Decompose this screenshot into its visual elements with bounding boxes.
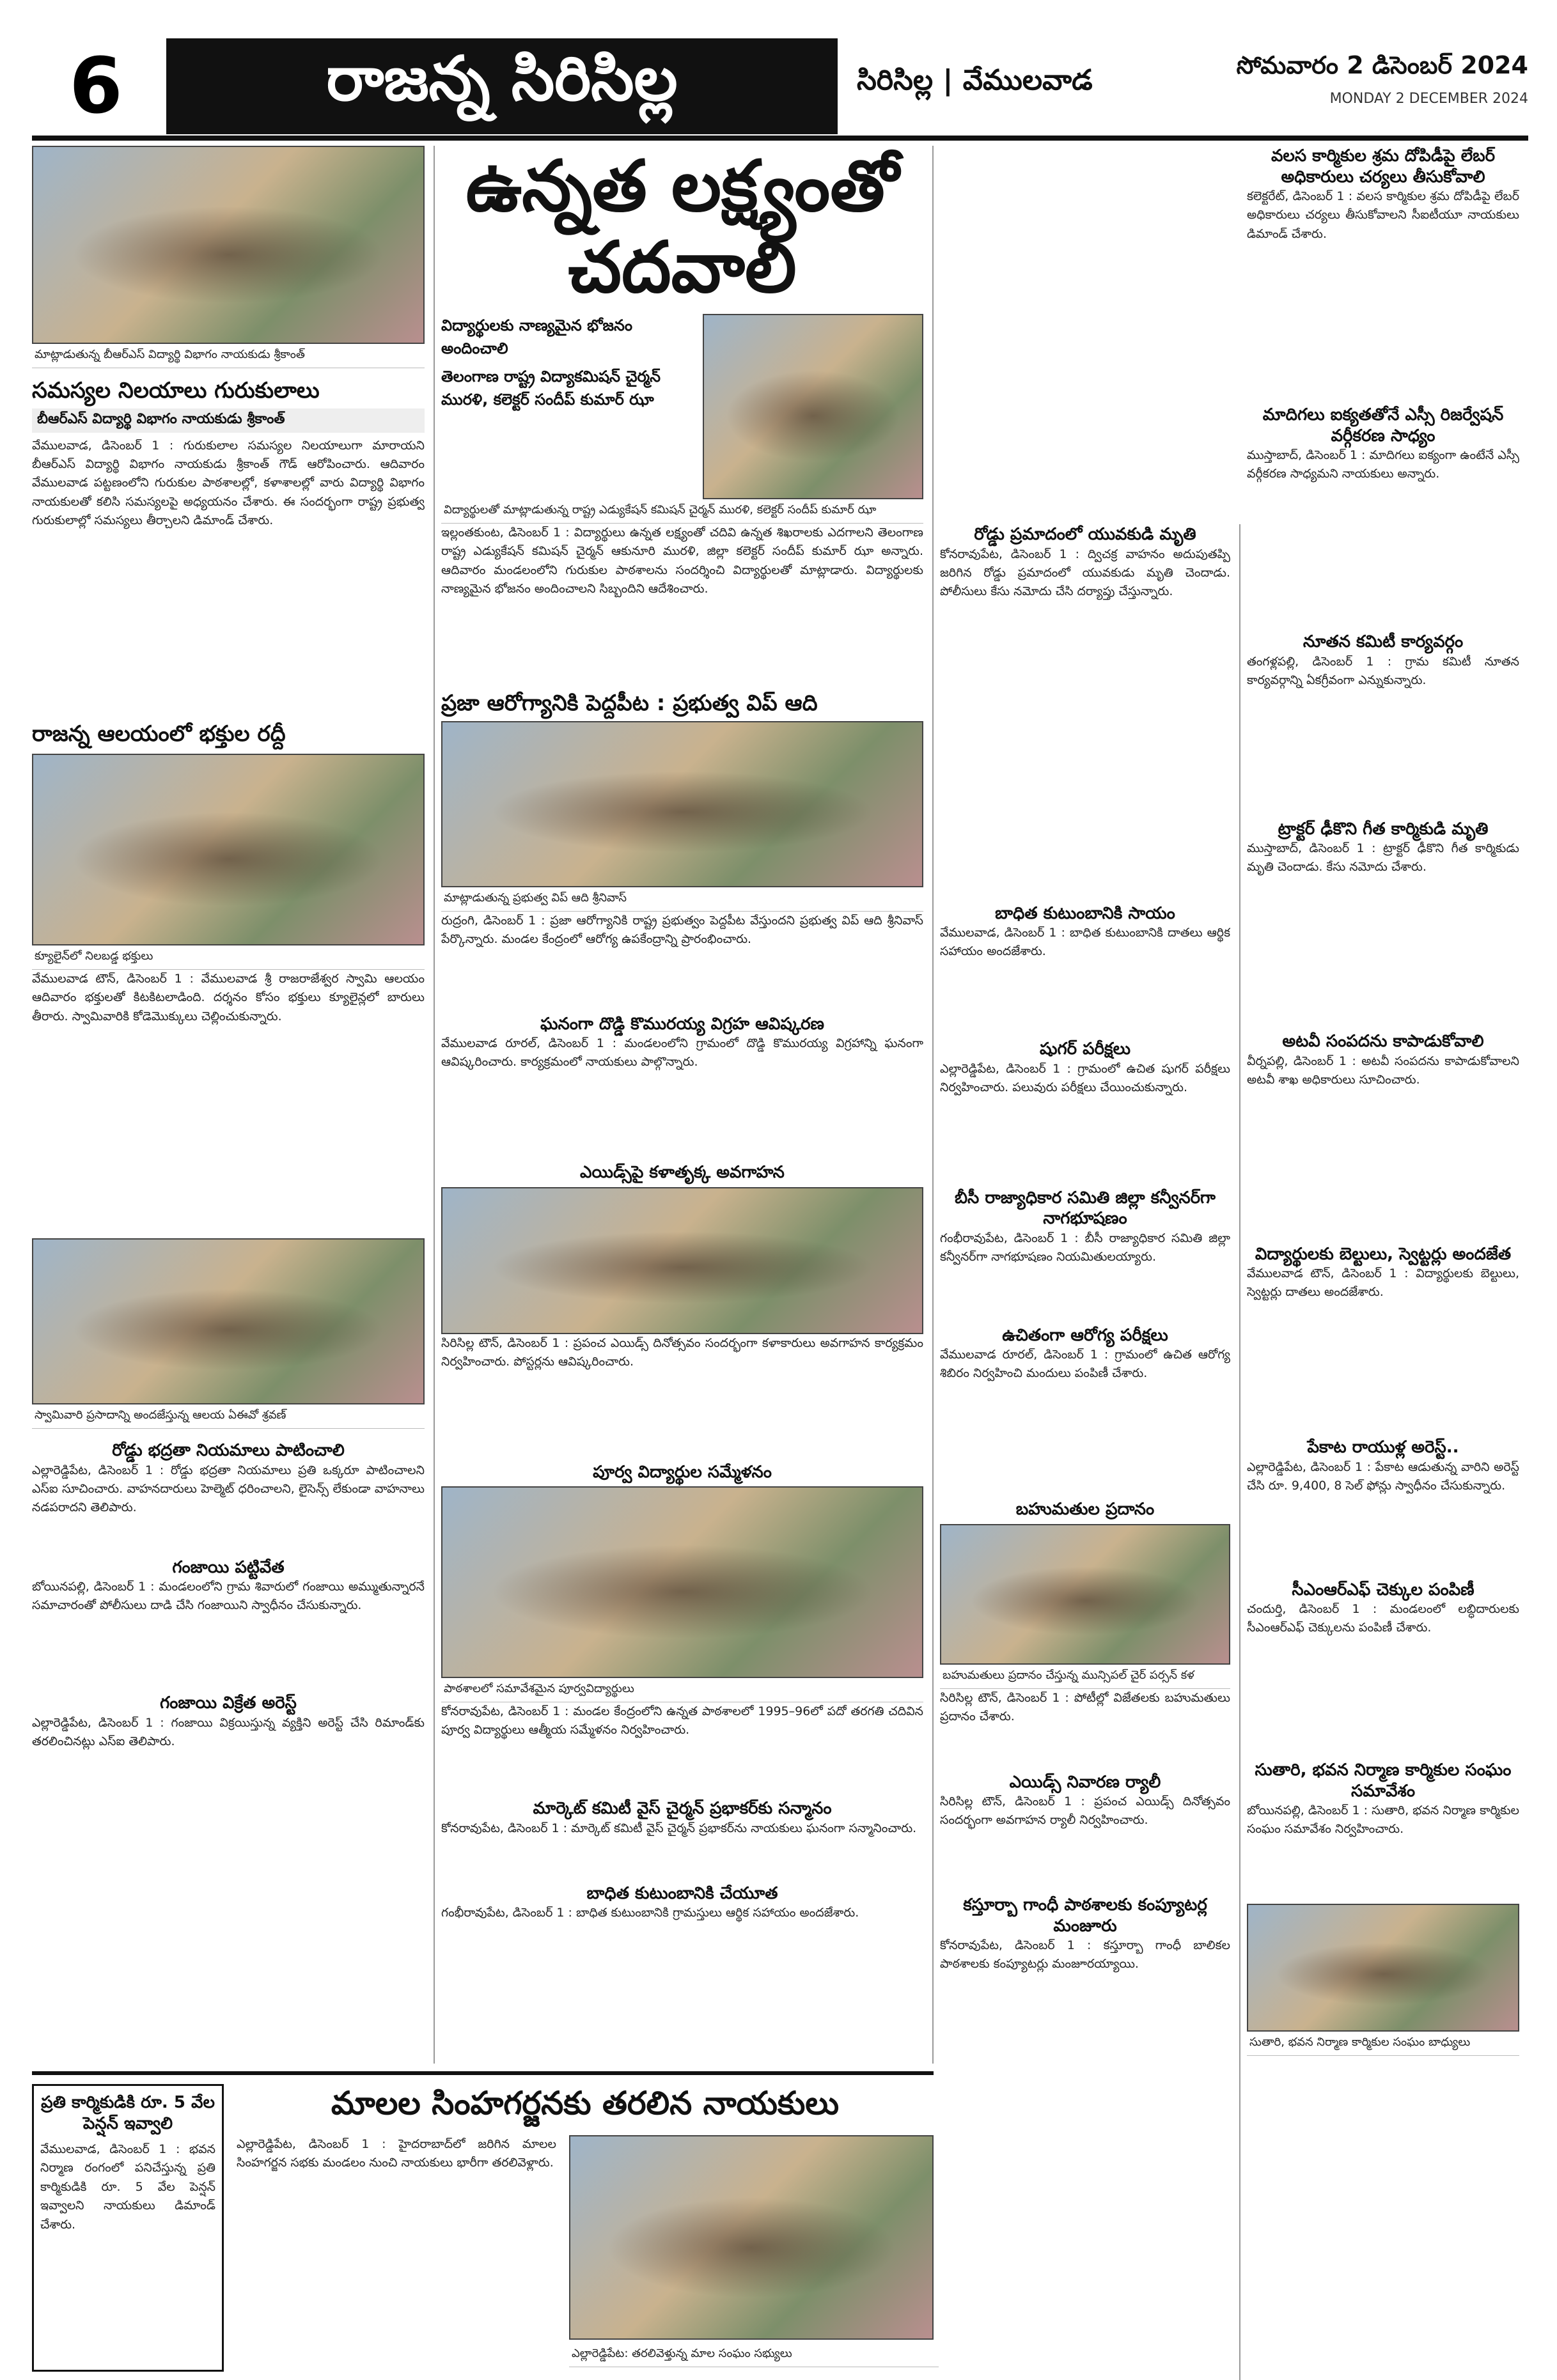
- story-title: అటవీ సంపదను కాపాడుకోవాలి: [1282, 1032, 1484, 1051]
- header-rule: [32, 136, 1528, 141]
- story-title: వలస కార్మికుల శ్రమ దోపిడీపై లేబర్ అధికారులు చర్యలు తీసుకోవాలి: [1271, 146, 1496, 187]
- photo-caption: మాట్లాడుతున్న ప్రభుత్వ విప్ ఆది శ్రీనివాస్: [441, 887, 923, 912]
- story-title: కస్తూర్బా గాంధీ పాఠశాలకు కంప్యూటర్ల మంజూరు: [963, 1895, 1207, 1936]
- photo-caption: క్యూలైన్‌లో నిలబడ్డ భక్తులు: [32, 945, 425, 970]
- bullet-item: తెలంగాణ రాష్ట్ర విద్యాకమిషన్ చైర్మన్ మురళి, కలెక్టర్ సందీప్ కుమార్ ఝా: [441, 368, 661, 408]
- page-number: 6: [32, 38, 160, 134]
- story-body: బోయినపల్లి, డిసెంబర్ 1 : సుతారి, భవన నిర్మాణ కార్మికుల సంఘం సమావేశం నిర్వహించారు.: [1247, 1803, 1519, 1837]
- story-title: మాదిగలు ఐక్యతతోనే ఎస్సీ రిజర్వేషన్ వర్గీకరణ సాధ్యం: [1262, 405, 1504, 446]
- column-2: [441, 146, 934, 2064]
- photo-alumni-meet: [441, 1486, 923, 1678]
- photo-prize-distribution: [940, 1524, 1230, 1665]
- story-title: బాధిత కుటుంబానికి సాయం: [995, 903, 1175, 923]
- story-title: గంజాయి విక్రేత అరెస్ట్: [160, 1693, 297, 1713]
- story-title: ట్రాక్టర్ ఢీకొని గీత కార్మికుడి మృతి: [1278, 819, 1489, 839]
- bottom-body: ఎల్లారెడ్డిపేట, డిసెంబర్ 1 : హైదరాబాద్‌లో జరిగిన మాలల సింహగర్జన సభకు మండలం నుంచి నాయకులు భారీగా తరలివెళ్లారు.: [237, 2137, 556, 2170]
- story-title: పూర్వ విద్యార్థుల సమ్మేళనం: [593, 1462, 772, 1482]
- story-body: ఎల్లారెడ్డిపేట, డిసెంబర్ 1 : గంజాయి విక్రయిస్తున్న వ్యక్తిని అరెస్ట్ చేసి రిమాండ్‌కు తరలించినట్లు ఎస్ఐ తెలిపారు.: [32, 1715, 425, 1748]
- story-title: ప్రతి కార్మికుడికి రూ. 5 వేల పెన్షన్ ఇవ్వాలి: [41, 2093, 215, 2133]
- story-title: నూతన కమిటీ కార్యవర్గం: [1303, 632, 1464, 651]
- lead-bullets: [441, 314, 694, 499]
- date-telugu: సోమవారం 2 డిసెంబర్ 2024: [1236, 51, 1528, 79]
- story-body: బోయినపల్లి, డిసెంబర్ 1 : మండలంలోని గ్రామ శివారులో గంజాయి అమ్ముతున్నారనే సమాచారంతో పోలీసులు దాడి చేసి గంజాయిని స్వాధీనం చేసుకున్నారు.: [32, 1580, 425, 1613]
- story-body: వీర్నపల్లి, డిసెంబర్ 1 : అటవీ సంపదను కాపాడుకోవాలని అటవీ శాఖ అధికారులు సూచించారు.: [1247, 1054, 1519, 1087]
- story-body: చందుర్తి, డిసెంబర్ 1 : మండలంలో లబ్ధిదారులకు సీఎంఆర్ఎఫ్ చెక్కులను పంపిణీ చేశారు.: [1247, 1602, 1519, 1635]
- story-title: బహుమతుల ప్రదానం: [1015, 1500, 1155, 1519]
- story-body: కలెక్టరేట్, డిసెంబర్ 1 : వలస కార్మికుల శ్రమ దోపిడీపై లేబర్ అధికారులు చర్యలు తీసుకోవాలని సీఐటీయూ నాయకులు డిమాండ్ చేశారు.: [1247, 189, 1519, 241]
- story-body: కోనరావుపేట, డిసెంబర్ 1 : మార్కెట్ కమిటీ వైస్ చైర్మన్ ప్రభాకర్‌ను నాయకులు ఘనంగా సన్మానించారు.: [441, 1821, 917, 1835]
- story-body: కోనరావుపేట, డిసెంబర్ 1 : కస్తూర్బా గాంధీ బాలికల పాఠశాలకు కంప్యూటర్లు మంజూరయ్యాయి.: [940, 1938, 1230, 1972]
- photo-workers-union: [1247, 1904, 1519, 2032]
- column-4: [1247, 146, 1528, 2364]
- photo-mala-rally: [569, 2135, 934, 2340]
- column-3: [940, 524, 1240, 2380]
- story-body: వేములవాడ రూరల్, డిసెంబర్ 1 : గ్రామంలో ఉచిత ఆరోగ్య శిబిరం నిర్వహించి మందులు పంపిణీ చేశారు.: [940, 1348, 1230, 1381]
- story-body: ఎల్లారెడ్డిపేట, డిసెంబర్ 1 : గ్రామంలో ఉచిత షుగర్ పరీక్షలు నిర్వహించారు. పలువురు పరీక్షలు చేయించుకున్నారు.: [940, 1061, 1230, 1094]
- photo-caption: పాఠశాలలో సమావేశమైన పూర్వవిద్యార్థులు: [441, 1678, 923, 1702]
- photo-prasadam: [32, 1238, 425, 1404]
- story-body: ముస్తాబాద్, డిసెంబర్ 1 : మాదిగలు ఐక్యంగా ఉంటేనే ఎస్సీ వర్గీకరణ సాధ్యమని నాయకులు అన్నారు.: [1247, 448, 1519, 481]
- story-title: రోడ్డు భద్రతా నియమాలు పాటించాలి: [112, 1441, 345, 1460]
- story-body: సిరిసిల్ల టౌన్, డిసెంబర్ 1 : ప్రపంచ ఎయిడ్స్ దినోత్సవం సందర్భంగా అవగాహన ర్యాలీ నిర్వహించారు.: [940, 1794, 1230, 1828]
- photo-caption: సుతారి, భవన నిర్మాణ కార్మికుల సంఘం బాధ్యులు: [1247, 2032, 1519, 2056]
- bullet-item: విద్యార్థులకు నాణ్యమైన భోజనం అందించాలి: [441, 316, 633, 357]
- story-body: కోనరావుపేట, డిసెంబర్ 1 : ద్విచక్ర వాహనం అదుపుతప్పి జరిగిన రోడ్డు ప్రమాదంలో యువకుడు మృతి చెందాడు. పోలీసులు కేసు నమోదు చేసి దర్యాప్తు చేస్తున్నారు.: [940, 547, 1230, 599]
- story-body: వేములవాడ, డిసెంబర్ 1 : గురుకులాల సమస్యల నిలయాలుగా మారాయని బీఆర్ఎస్ విద్యార్థి విభాగం నాయకుడు శ్రీకాంత్ గౌడ్ ఆరోపించారు. ఆదివారం వేములవాడ పట్టణంలోని గురుకుల పాఠశాలల్లో, కళాశాలల్లో వారు విద్యార్థి విభాగం నాయకులతో కలిసి సమస్యలపై అధ్యయనం చేశారు. ఈ సందర్భంగా రాష్ట్ర ప్రభుత్వ గురుకులాల్లో సమస్యలు తీర్చాలని డిమాండ్ చేశారు.: [32, 438, 425, 528]
- photo-caption: స్వామివారి ప్రసాదాన్ని అందజేస్తున్న ఆలయ ఏఈవో శ్రవణ్: [32, 1404, 425, 1429]
- story-title: ఉచితంగా ఆరోగ్య పరీక్షలు: [1002, 1325, 1168, 1345]
- story-body: ఎల్లారెడ్డిపేట, డిసెంబర్ 1 : రోడ్డు భద్రతా నియమాలు ప్రతి ఒక్కరూ పాటించాలని ఎస్ఐ సూచించారు. వాహనదారులు హెల్మెట్ ధరించాలని, లైసెన్స్ లేకుండా వాహనాలు నడపరాదని తెలిపారు.: [32, 1463, 425, 1515]
- page-header: [32, 38, 1528, 134]
- story-body: వేములవాడ టౌన్, డిసెంబర్ 1 : విద్యార్థులకు బెల్టులు, స్వెట్టర్లు దాతలు అందజేశారు.: [1247, 1266, 1519, 1300]
- column-1: [32, 146, 435, 2064]
- bottom-rule: [32, 2071, 934, 2075]
- story-body: వేములవాడ టౌన్, డిసెంబర్ 1 : వేములవాడ శ్రీ రాజరాజేశ్వర స్వామి ఆలయం ఆదివారం భక్తులతో కిటకిటలాడింది. దర్శనం కోసం భక్తులు క్యూలైన్లలో బారులు తీరారు. స్వామివారికి కోడెమొక్కులు చెల్లించుకున్నారు.: [32, 972, 425, 1023]
- bottom-headline: మాలల సింహగర్జనకు తరలిన నాయకులు: [331, 2085, 840, 2122]
- story-body: సిరిసిల్ల టౌన్, డిసెంబర్ 1 : పోటీల్లో విజేతలకు బహుమతులు ప్రదానం చేశారు.: [940, 1690, 1230, 1723]
- story-body: గంభీరావుపేట, డిసెంబర్ 1 : బాధిత కుటుంబానికి గ్రామస్తులు ఆర్థిక సహాయం అందజేశారు.: [441, 1906, 859, 1920]
- story-title: ఘనంగా దొడ్డి కొమురయ్య విగ్రహ ఆవిష్కరణ: [540, 1014, 825, 1034]
- pension-box: [32, 2084, 224, 2372]
- story-body: సిరిసిల్ల టౌన్, డిసెంబర్ 1 : ప్రపంచ ఎయిడ్స్ దినోత్సవం సందర్భంగా కళాకారులు అవగాహన కార్యక్రమం నిర్వహించారు. పోస్టర్లను ఆవిష్కరించారు.: [441, 1335, 923, 1369]
- story-body: ఎల్లారెడ్డిపేట, డిసెంబర్ 1 : పేకాట ఆడుతున్న వారిని అరెస్ట్ చేసి రూ. 9,400, 8 సెల్ ఫోన్లు స్వాధీనం చేసుకున్నారు.: [1247, 1459, 1519, 1493]
- story-title: రాజన్న ఆలయంలో భక్తుల రద్దీ: [32, 720, 286, 747]
- lead-body: ఇల్లంతకుంట, డిసెంబర్ 1 : విద్యార్థులు ఉన్నత లక్ష్యంతో చదివి ఉన్నత శిఖరాలకు ఎదగాలని తెలంగాణ రాష్ట్ర ఎడ్యుకేషన్ కమిషన్ చైర్మన్ ఆకునూరి మురళి, జిల్లా కలెక్టర్ సందీప్ కుమార్ ఝా అన్నారు. ఆదివారం మండలంలోని గురుకుల పాఠశాలను సందర్శించి విద్యార్థులతో మాట్లాడారు. విద్యార్థులకు నాణ్యమైన భోజనం అందించాలని సిబ్బందిని ఆదేశించారు.: [441, 525, 923, 596]
- story-body: కోనరావుపేట, డిసెంబర్ 1 : మండల కేంద్రంలోని ఉన్నత పాఠశాలలో 1995–96లో పదో తరగతి చదివిన పూర్వ విద్యార్థులు ఆత్మీయ సమ్మేళనం నిర్వహించారు.: [441, 1704, 923, 1738]
- story-title: ఎయిడ్స్ నివారణ ర్యాలీ: [1009, 1772, 1161, 1792]
- photo-devotees-queue: [32, 754, 425, 945]
- story-subtitle: బీఆర్ఎస్ విద్యార్థి విభాగం నాయకుడు శ్రీకాంత్: [32, 408, 425, 433]
- photo-aids-awareness: [441, 1187, 923, 1334]
- story-body: గంభీరావుపేట, డిసెంబర్ 1 : బీసీ రాజ్యాధికార సమితి జిల్లా కన్వీనర్‌గా నాగభూషణం నియమితులయ్యారు.: [940, 1231, 1230, 1264]
- lead-headline: ఉన్నత లక్ష్యంతో చదవాలి: [466, 145, 899, 308]
- story-title: సుతారి, భవన నిర్మాణ కార్మికుల సంఘం సమావేశం: [1255, 1761, 1512, 1801]
- story-title: బాధిత కుటుంబానికి చేయూత: [586, 1883, 778, 1903]
- photo-commission-chairman: [703, 314, 923, 499]
- story-title: విద్యార్థులకు బెల్టులు, స్వెట్టర్లు అందజేత: [1255, 1244, 1512, 1264]
- photo-whip-adi: [441, 721, 923, 887]
- story-body: వేములవాడ రూరల్, డిసెంబర్ 1 : మండలంలోని గ్రామంలో దొడ్డి కొమురయ్య విగ్రహాన్ని ఘనంగా ఆవిష్కరించారు. కార్యక్రమంలో నాయకులు పాల్గొన్నారు.: [441, 1036, 923, 1069]
- photo-caption: ఎల్లారెడ్డిపేట: తరలివెళ్తున్న మాల సంఘం సభ్యులు: [569, 2343, 939, 2367]
- photo-caption: మాట్లాడుతున్న బీఆర్ఎస్ విద్యార్థి విభాగం నాయకుడు శ్రీకాంత్: [32, 344, 425, 368]
- story-title: ప్రజా ఆరోగ్యానికి పెద్దపీట : ప్రభుత్వ విప్ ఆది: [441, 690, 818, 716]
- story-title: గంజాయి పట్టివేత: [172, 1557, 285, 1577]
- masthead: రాజన్న సిరిసిల్ల: [166, 38, 838, 134]
- story-title: షుగర్ పరీక్షలు: [1039, 1039, 1131, 1059]
- story-body: వేములవాడ, డిసెంబర్ 1 : బాధిత కుటుంబానికి దాతలు ఆర్థిక సహాయం అందజేశారు.: [940, 926, 1230, 959]
- photo-student-wing: [32, 146, 425, 344]
- date-english: MONDAY 2 DECEMBER 2024: [1329, 91, 1528, 107]
- story-body: వేములవాడ, డిసెంబర్ 1 : భవన నిర్మాణ రంగంలో పనిచేస్తున్న ప్రతి కార్మికుడికి రూ. 5 వేల పెన్షన్ ఇవ్వాలని నాయకులు డిమాండ్ చేశారు.: [40, 2142, 215, 2232]
- section-name: సిరిసిల్ల | వేములవాడ: [857, 64, 1093, 97]
- story-title: పేకాట రాయుళ్ల అరెస్ట్..: [1307, 1438, 1459, 1457]
- photo-caption: బహుమతులు ప్రదానం చేస్తున్న మున్సిపల్ చైర్ పర్సన్ కళ: [940, 1665, 1230, 1689]
- story-body: తంగళ్లపల్లి, డిసెంబర్ 1 : గ్రామ కమిటీ నూతన కార్యవర్గాన్ని ఏకగ్రీవంగా ఎన్నుకున్నారు.: [1247, 654, 1519, 687]
- story-title: సీఎంఆర్ఎఫ్ చెక్కుల పంపిణీ: [1292, 1580, 1475, 1599]
- story-title: సమస్యల నిలయాలు గురుకులాలు: [32, 378, 320, 403]
- story-body: ముస్తాబాద్, డిసెంబర్ 1 : ట్రాక్టర్ ఢీకొని గీత కార్మికుడు మృతి చెందాడు. కేసు నమోదు చేశారు.: [1247, 841, 1519, 875]
- story-title: మార్కెట్ కమిటీ వైస్ చైర్మన్ ప్రభాకర్‌కు సన్మానం: [533, 1799, 832, 1818]
- story-title: ఎయిడ్స్‌పై కళాతృక్క అవగాహన: [580, 1163, 785, 1182]
- story-title: బీసీ రాజ్యాధికార సమితి జిల్లా కన్వీనర్‌గా నాగభూషణం: [955, 1188, 1216, 1228]
- story-body: రుద్రంగి, డిసెంబర్ 1 : ప్రజా ఆరోగ్యానికి రాష్ట్ర ప్రభుత్వం పెద్దపీట వేస్తుందని ప్రభుత్వ విప్ ఆది శ్రీనివాస్ పేర్కొన్నారు. మండల కేంద్రంలో ఆరోగ్య ఉపకేంద్రాన్ని ప్రారంభించారు.: [441, 913, 923, 946]
- date-block: [1237, 51, 1528, 107]
- story-title: రోడ్డు ప్రమాదంలో యువకుడి మృతి: [974, 525, 1196, 544]
- photo-caption: విద్యార్థులతో మాట్లాడుతున్న రాష్ట్ర ఎడ్యుకేషన్ కమిషన్ చైర్మన్ మురళి, కలెక్టర్ సందీప్ కుమార్ ఝా: [441, 499, 923, 524]
